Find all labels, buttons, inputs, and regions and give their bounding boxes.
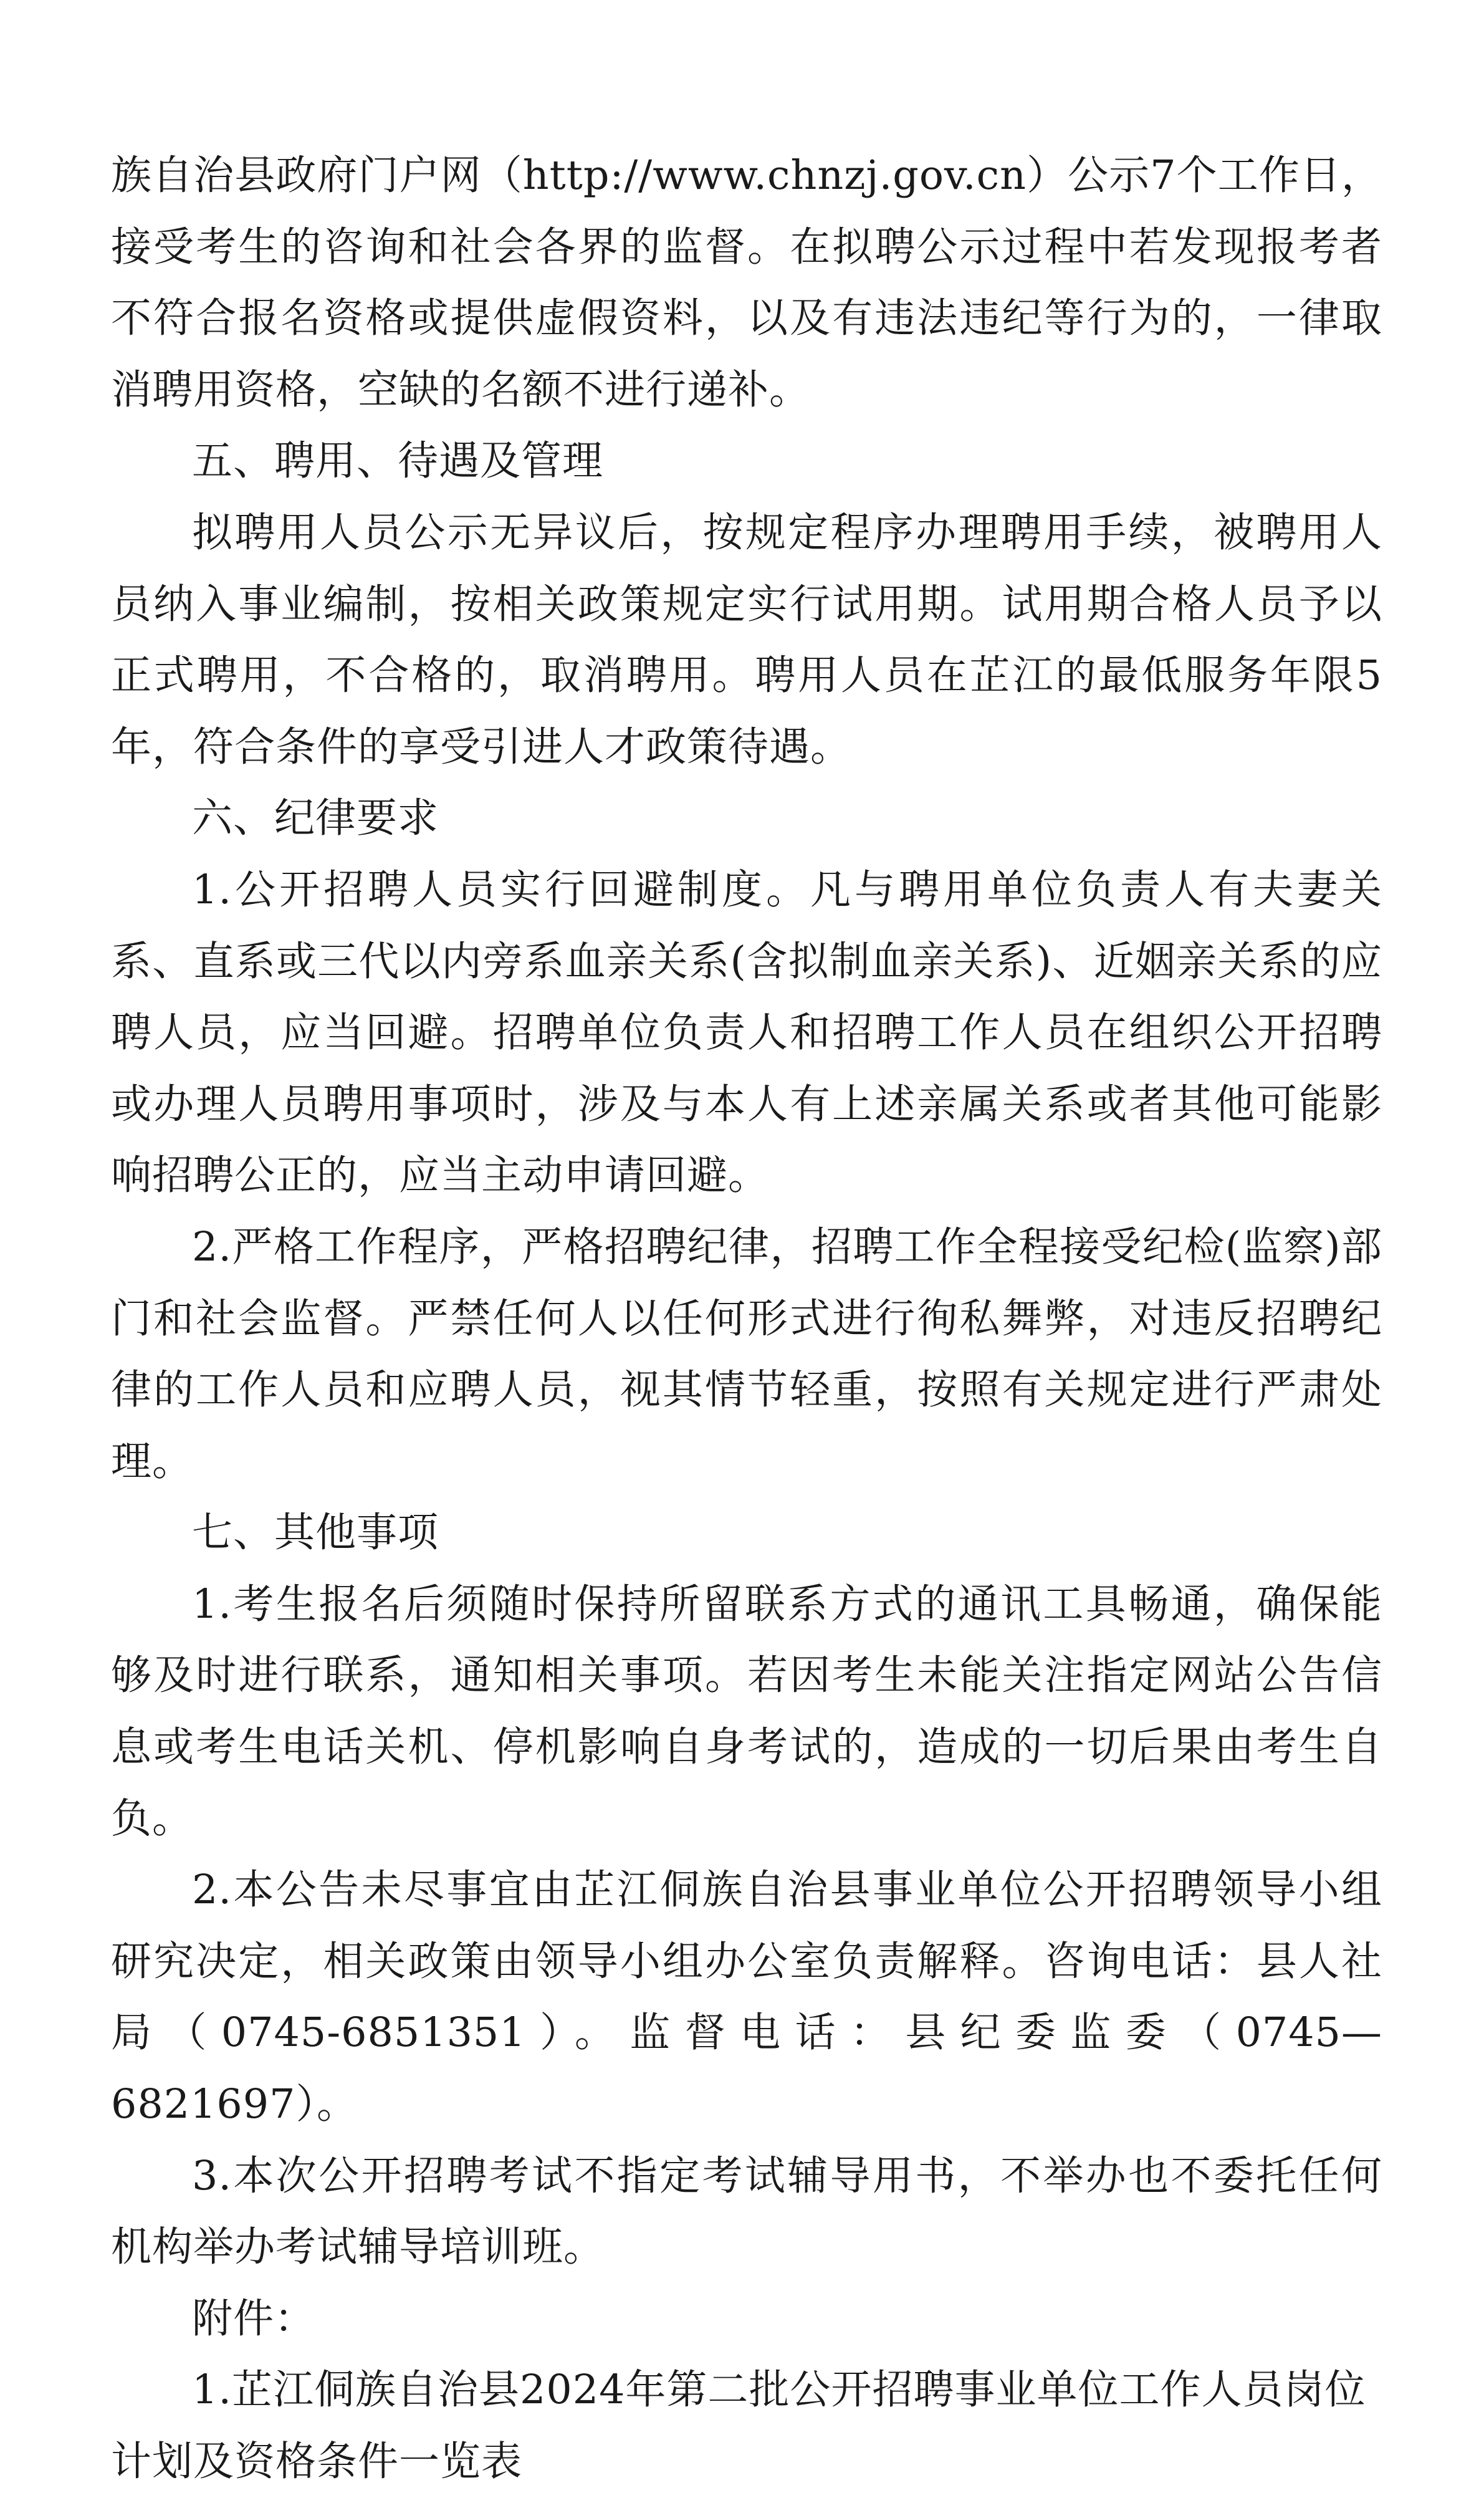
paragraph-other-1: 1.考生报名后须随时保持所留联系方式的通讯工具畅通，确保能够及时进行联系，通知相关事项。若因考生未能关注指定网站公告信息或考生电话关机、停机影响自身考试的，造成的一切后果由考生自负。 (111, 1580, 1382, 1842)
attachments-heading: 附件： (192, 2295, 316, 2342)
paragraph-employment: 拟聘用人员公示无异议后，按规定程序办理聘用手续，被聘用人员纳入事业编制，按相关政策规定实行试用期。试用期合格人员予以正式聘用，不合格的，取消聘用。聘用人员在芷江的最低服务年限5年，符合条件的享受引进人才政策待遇。 (111, 509, 1382, 771)
paragraph-discipline-2: 2.严格工作程序，严格招聘纪律，招聘工作全程接受纪检(监察)部门和社会监督。严禁任何人以任何形式进行徇私舞弊，对违反招聘纪律的工作人员和应聘人员，视其情节轻重，按照有关规定进行严肃处理。 (111, 1223, 1382, 1485)
paragraph-other-3: 3.本次公开招聘考试不指定考试辅导用书，不举办也不委托任何机构举办考试辅导培训班。 (111, 2152, 1382, 2271)
section-heading-6: 六、纪律要求 (192, 795, 439, 842)
paragraph-discipline-1: 1.公开招聘人员实行回避制度。凡与聘用单位负责人有夫妻关系、直系或三代以内旁系血亲关系(含拟制血亲关系)、近姻亲关系的应聘人员，应当回避。招聘单位负责人和招聘工作人员在组织公开招聘或办理人员聘用事项时，涉及与本人有上述亲属关系或者其他可能影响招聘公正的，应当主动申请回避。 (111, 866, 1382, 1199)
paragraph-publicity-continued: 族自治县政府门户网（http://www.chnzj.gov.cn）公示7个工作日，接受考生的咨询和社会各界的监督。在拟聘公示过程中若发现报考者不符合报名资格或提供虚假资料，以及有违法违纪等行为的，一律取消聘用资格，空缺的名额不进行递补。 (111, 152, 1382, 413)
document-body (111, 140, 1382, 2498)
attachment-item-1: 1.芷江侗族自治县2024年第二批公开招聘事业单位工作人员岗位计划及资格条件一览表 (111, 2366, 1366, 2485)
section-heading-7: 七、其他事项 (192, 1509, 439, 1557)
paragraph-other-2: 2.本公告未尽事宜由芷江侗族自治县事业单位公开招聘领导小组研究决定，相关政策由领导小组办公室负责解释。咨询电话：县人社局（0745-6851351）。监督电话：县纪委监委（0745—6821697）。 (111, 1866, 1382, 2128)
section-heading-5: 五、聘用、待遇及管理 (192, 438, 604, 485)
